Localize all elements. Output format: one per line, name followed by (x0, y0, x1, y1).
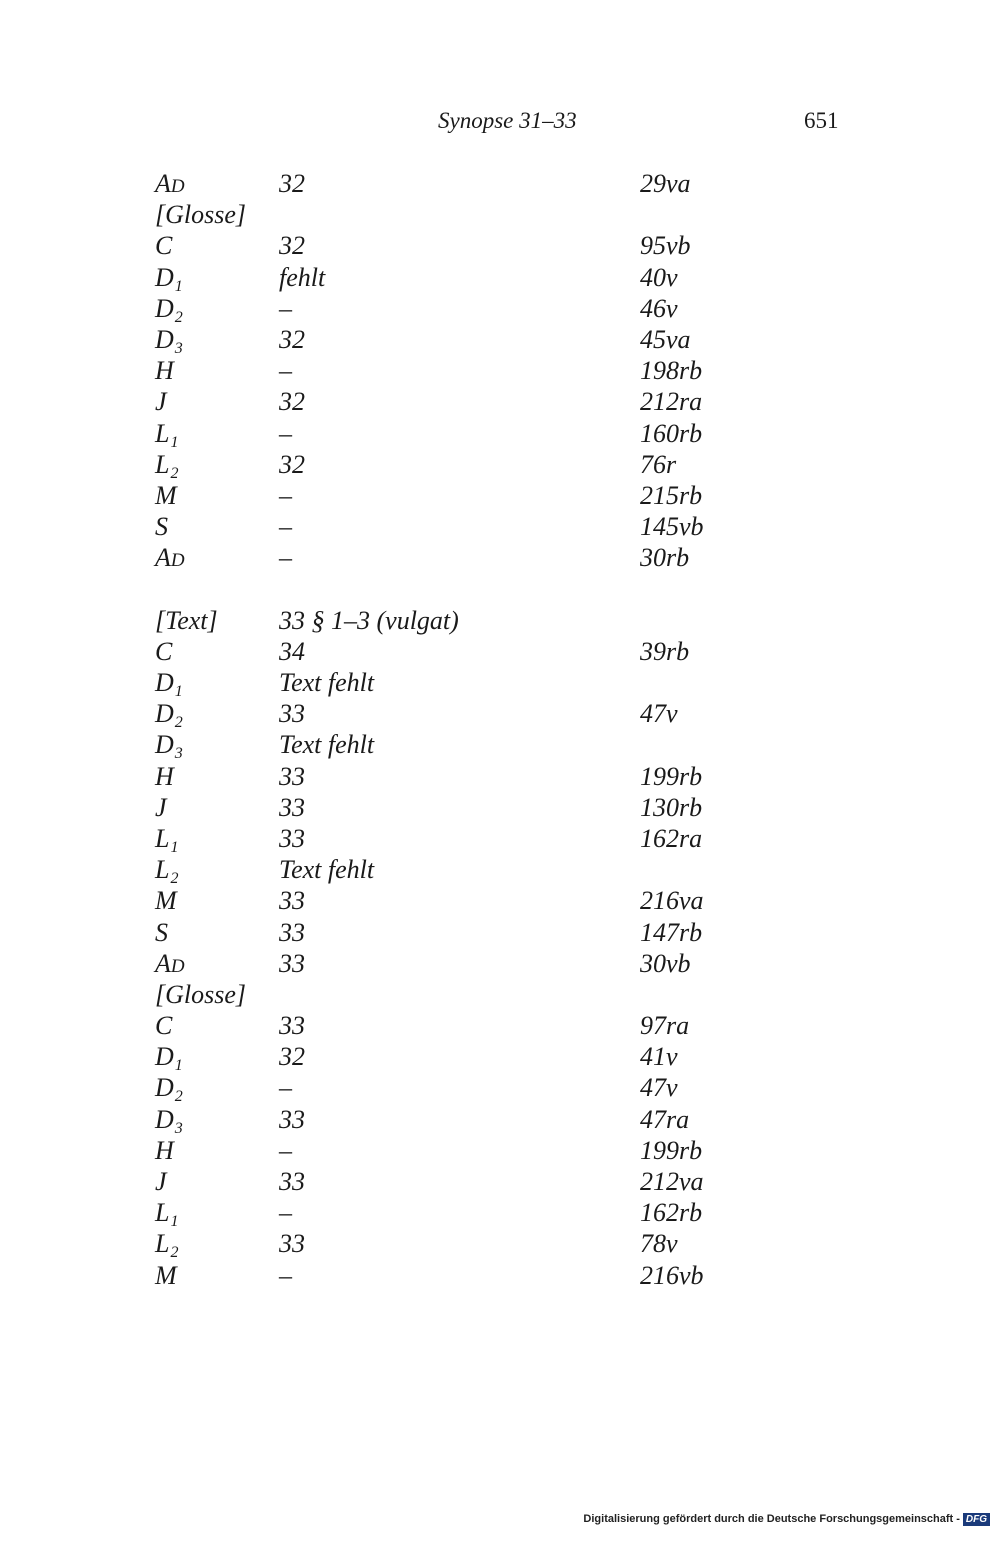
siglum-letter: [Glosse] (155, 979, 247, 1009)
table-row (155, 324, 775, 355)
chapter-cell: 34 (279, 636, 305, 666)
siglum-cell (155, 1166, 167, 1197)
table-row (155, 1260, 775, 1291)
siglum-cell (155, 729, 183, 764)
chapter-cell: 32 (279, 169, 305, 198)
siglum-cell (155, 230, 172, 261)
siglum-cell (155, 1041, 183, 1076)
siglum-cell (155, 199, 246, 230)
siglum-letter: [Glosse] (155, 200, 247, 230)
table-row (155, 854, 775, 888)
table-row (155, 1010, 775, 1041)
siglum-subscript: 1 (170, 433, 179, 451)
siglum-subscript: 2 (174, 714, 183, 732)
chapter-cell: 33 (279, 1104, 305, 1134)
siglum-cell (155, 667, 183, 702)
table-row (155, 792, 775, 823)
table-row (155, 636, 775, 667)
chapter-cell: 33 (279, 1167, 305, 1196)
chapter-cell: 33 (279, 917, 305, 947)
siglum-cell (155, 262, 183, 297)
siglum-letter: L (155, 855, 170, 885)
folio-cell: 212ra (640, 387, 703, 417)
siglum-letter: L (155, 1229, 170, 1259)
table-row (155, 1135, 775, 1166)
table-row (155, 1228, 775, 1262)
siglum-cell (155, 605, 218, 636)
dfg-logo: DFG (963, 1513, 990, 1526)
folio-cell: 216va (640, 886, 704, 916)
siglum-cell (155, 293, 183, 328)
siglum-subscript: 2 (170, 870, 179, 888)
chapter-cell: – (279, 1073, 292, 1103)
running-head (0, 104, 1000, 138)
running-title: Synopse 31–33 (438, 108, 577, 133)
folio-cell: 76r (640, 449, 677, 479)
siglum-letter: L (155, 1198, 170, 1228)
siglum-letter: S (155, 512, 168, 542)
page-number: 651 (804, 108, 839, 133)
folio-cell: 130rb (640, 792, 703, 822)
folio-cell: 97ra (640, 1011, 690, 1041)
siglum-letter: D (155, 324, 174, 354)
siglum-cell (155, 480, 177, 511)
folio-cell: 30vb (640, 948, 691, 978)
siglum-letter: M (155, 480, 177, 510)
folio-cell: 30rb (640, 543, 690, 573)
siglum-cell (155, 418, 178, 453)
table-row (155, 480, 775, 511)
footer-separator: - (956, 1513, 960, 1525)
chapter-cell: – (279, 1135, 292, 1165)
footer (583, 1510, 990, 1528)
siglum-letter: C (155, 1011, 173, 1041)
siglum-subscript: 3 (174, 1119, 183, 1137)
chapter-cell: – (279, 543, 292, 573)
table-row (155, 355, 775, 386)
folio-cell: 162rb (640, 1198, 703, 1228)
chapter-cell: 33 (279, 761, 305, 791)
table-row (155, 230, 775, 261)
chapter-cell: 33 (279, 948, 305, 978)
siglum-letter: H (155, 356, 174, 386)
siglum-cell (155, 792, 167, 823)
folio-cell: 199rb (640, 1135, 703, 1165)
chapter-cell: – (279, 1260, 292, 1290)
siglum-cell (155, 542, 185, 576)
siglum-subscript: 2 (170, 464, 179, 482)
siglum-subscript: 2 (174, 308, 183, 326)
siglum-small-caps: D (170, 955, 185, 977)
table-row (155, 418, 775, 449)
chapter-cell: Text fehlt (279, 668, 375, 697)
table-row (155, 386, 775, 417)
table-row (155, 761, 775, 792)
folio-cell: 47v (640, 1073, 678, 1103)
table-row (155, 729, 775, 763)
siglum-letter: D (155, 668, 174, 697)
chapter-cell: 33 (279, 1229, 305, 1259)
chapter-cell: 33 (279, 886, 305, 916)
siglum-cell (155, 1072, 183, 1107)
siglum-letter: D (155, 293, 174, 323)
siglum-letter: D (155, 262, 174, 292)
table-row (155, 979, 775, 1010)
chapter-cell: – (279, 512, 292, 542)
siglum-subscript: 1 (174, 277, 183, 295)
siglum-cell (155, 355, 174, 386)
siglum-cell (155, 449, 178, 484)
siglum-letter: D (155, 730, 174, 760)
chapter-cell: Text fehlt (279, 855, 375, 885)
folio-cell: 40v (640, 262, 678, 292)
chapter-cell: – (279, 1198, 292, 1228)
siglum-cell (155, 1228, 178, 1263)
table-row (155, 1041, 775, 1075)
siglum-cell (155, 1010, 172, 1041)
table-row (155, 605, 775, 636)
siglum-subscript: 1 (170, 838, 179, 856)
siglum-subscript: 1 (170, 1213, 179, 1231)
chapter-cell: – (279, 293, 292, 323)
chapter-cell: 32 (279, 324, 305, 354)
folio-cell: 78v (640, 1229, 678, 1259)
chapter-cell: Text fehlt (279, 730, 375, 760)
siglum-subscript: 3 (174, 745, 183, 763)
table-row (155, 293, 775, 324)
chapter-cell: 32 (279, 231, 305, 261)
folio-cell: 95vb (640, 231, 691, 261)
chapter-cell: 33 (279, 792, 305, 822)
siglum-cell (155, 979, 246, 1010)
table-row (155, 542, 775, 573)
folio-cell: 199rb (640, 761, 703, 791)
siglum-letter: J (155, 1167, 167, 1196)
siglum-cell (155, 1104, 183, 1139)
table-row (155, 948, 775, 979)
chapter-cell: – (279, 356, 292, 386)
siglum-cell (155, 511, 168, 542)
siglum-cell (155, 698, 183, 733)
siglum-letter: C (155, 636, 173, 666)
siglum-subscript: 1 (174, 683, 183, 700)
siglum-letter: L (155, 823, 170, 853)
table-row (155, 1166, 775, 1197)
chapter-cell: – (279, 480, 292, 510)
chapter-cell: fehlt (279, 262, 326, 292)
siglum-cell (155, 761, 174, 792)
folio-cell: 47ra (640, 1104, 690, 1134)
table-row (155, 449, 775, 480)
siglum-letter: [Text] (155, 605, 218, 635)
folio-cell: 212va (640, 1167, 704, 1196)
table-row (155, 885, 775, 916)
siglum-letter: C (155, 231, 173, 261)
siglum-letter: D (155, 699, 174, 729)
folio-cell: 39rb (640, 636, 690, 666)
folio-cell: 145vb (640, 512, 704, 542)
folio-cell: 29va (640, 169, 691, 198)
chapter-cell: 32 (279, 387, 305, 417)
siglum-letter: A (155, 169, 171, 198)
siglum-small-caps: D (170, 550, 185, 572)
siglum-subscript: 2 (170, 1244, 179, 1262)
siglum-letter: J (155, 792, 167, 822)
siglum-subscript: 1 (174, 1057, 183, 1075)
table-row (155, 1104, 775, 1135)
siglum-letter: A (155, 543, 171, 573)
siglum-cell (155, 1260, 177, 1291)
siglum-letter: J (155, 387, 167, 417)
siglum-letter: L (155, 449, 170, 479)
chapter-cell: 33 (279, 699, 305, 729)
siglum-letter: M (155, 1260, 177, 1290)
siglum-cell (155, 854, 178, 889)
siglum-letter: D (155, 1073, 174, 1103)
siglum-cell (155, 636, 172, 667)
chapter-cell: 33 (279, 823, 305, 853)
siglum-subscript: 3 (174, 339, 183, 357)
siglum-letter: L (155, 418, 170, 448)
chapter-cell: 33 § 1–3 (vulgat) (279, 605, 459, 635)
folio-cell: 46v (640, 293, 678, 323)
table-row (155, 262, 775, 293)
table-row (155, 1197, 775, 1231)
folio-cell: 162ra (640, 823, 703, 853)
chapter-cell: 33 (279, 1011, 305, 1041)
siglum-letter: S (155, 917, 168, 947)
siglum-cell (155, 1135, 174, 1166)
siglum-cell (155, 885, 177, 916)
chapter-cell: 32 (279, 449, 305, 479)
chapter-cell: – (279, 418, 292, 448)
table-row (155, 667, 775, 698)
siglum-subscript: 2 (174, 1088, 183, 1106)
synopsis-table (155, 168, 775, 1291)
folio-cell: 216vb (640, 1260, 704, 1290)
folio-cell: 160rb (640, 418, 703, 448)
siglum-letter: A (155, 948, 171, 978)
siglum-cell (155, 917, 168, 948)
folio-cell: 41v (640, 1042, 678, 1072)
siglum-cell (155, 324, 183, 359)
siglum-letter: D (155, 1104, 174, 1134)
footer-credit: Digitalisierung gefördert durch die Deutsche Forschungsgemeinschaft (583, 1513, 954, 1525)
siglum-cell (155, 823, 178, 858)
siglum-cell (155, 1197, 178, 1232)
folio-cell: 47v (640, 699, 678, 729)
folio-cell: 45va (640, 324, 691, 354)
table-row (155, 1072, 775, 1106)
table-row (155, 168, 775, 199)
siglum-cell (155, 386, 167, 417)
table-row (155, 823, 775, 854)
folio-cell: 215rb (640, 480, 703, 510)
siglum-cell (155, 948, 185, 982)
siglum-small-caps: D (170, 176, 185, 197)
chapter-cell: 32 (279, 1042, 305, 1072)
siglum-letter: H (155, 761, 174, 791)
siglum-cell (155, 168, 185, 202)
table-row (155, 199, 775, 230)
table-row (155, 511, 775, 542)
siglum-letter: H (155, 1135, 174, 1165)
folio-cell: 198rb (640, 356, 703, 386)
siglum-letter: M (155, 886, 177, 916)
folio-cell: 147rb (640, 917, 703, 947)
siglum-letter: D (155, 1042, 174, 1072)
table-row (155, 698, 775, 732)
table-row (155, 917, 775, 948)
